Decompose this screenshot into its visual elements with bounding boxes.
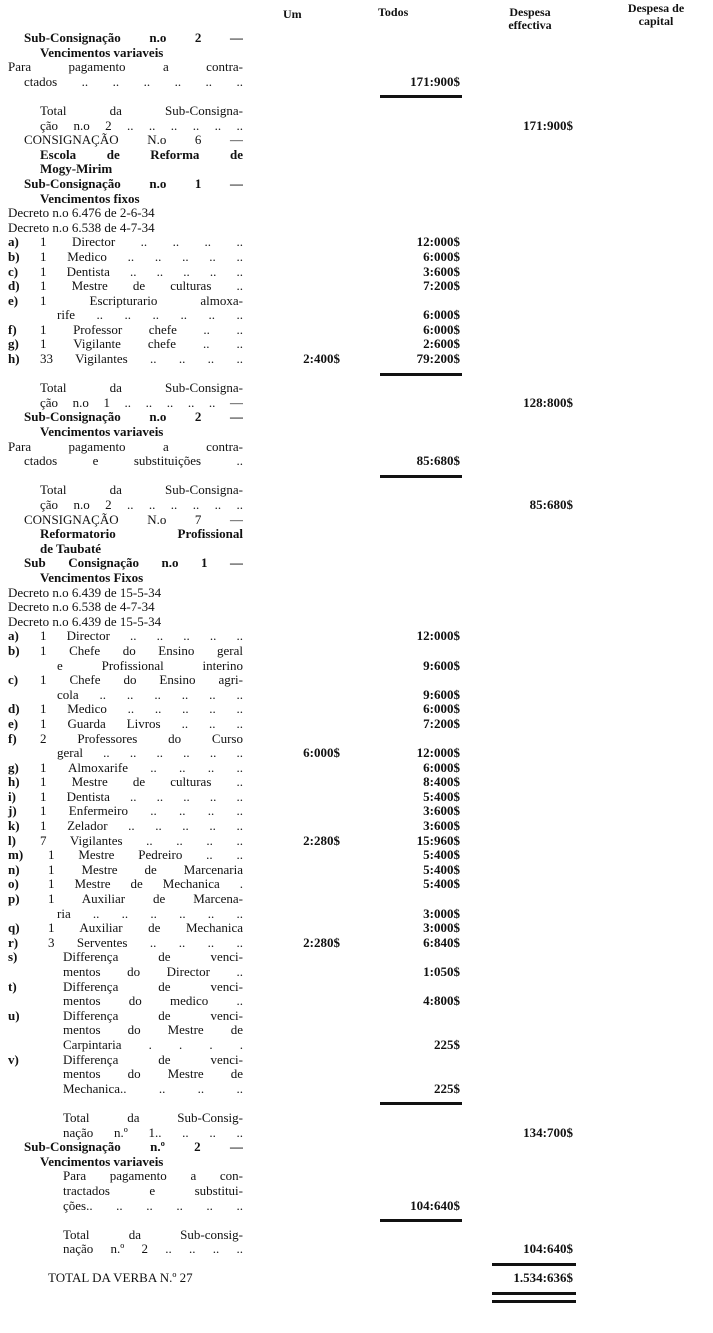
value-despesa-effectiva: 85:680$	[529, 497, 573, 512]
ledger-row	[0, 133, 713, 148]
item-text: 1 Mestre de Marcenaria	[48, 862, 243, 877]
sum-rule-line	[492, 1263, 576, 1266]
item-text: ria .. .. .. .. .. ..	[57, 906, 243, 921]
value-despesa-effectiva: 104:640$	[523, 1241, 573, 1257]
item-text: Differença de venci-	[63, 1052, 243, 1067]
value-um: 6:000$	[303, 745, 340, 761]
ledger-row	[0, 834, 713, 849]
ledger-row	[0, 1009, 713, 1024]
item-letter: h)	[8, 351, 20, 367]
item-text: Vencimentos fixos	[40, 191, 140, 206]
item-text: 1 Mestre de Mechanica .	[48, 877, 243, 892]
ledger-row	[0, 848, 713, 863]
item-text: Para pagamento a contra-	[8, 439, 243, 454]
ledger-row	[0, 877, 713, 892]
item-text: Total da Sub-Consigna-	[40, 381, 243, 396]
item-text: 1 Medico .. .. .. .. ..	[40, 249, 243, 264]
ledger-row	[0, 206, 713, 221]
ledger-row	[0, 425, 713, 440]
ledger-row	[0, 907, 713, 922]
item-text: 1 Enfermeiro .. .. .. ..	[40, 804, 243, 819]
ledger-row	[0, 644, 713, 659]
item-letter: i)	[8, 788, 16, 804]
item-letter: t)	[8, 978, 17, 994]
item-text: 2 Professores do Curso	[40, 731, 243, 746]
value-todos: 12:000$	[416, 628, 460, 644]
item-letter: b)	[8, 248, 20, 264]
value-todos: 104:640$	[410, 1197, 460, 1213]
item-text: Decreto n.o 6.476 de 2-6-34	[8, 206, 155, 221]
value-todos: 5:400$	[423, 861, 460, 877]
column-header-todos: Todos	[378, 5, 409, 19]
value-todos: 4:800$	[423, 993, 460, 1009]
value-todos: 1:050$	[423, 964, 460, 979]
item-text: Total da Sub-Consigna-	[40, 103, 243, 118]
ledger-row	[0, 921, 713, 936]
item-text: Decreto n.o 6.538 de 4-7-34	[8, 600, 155, 615]
item-text: 1 Dentista .. .. .. .. ..	[40, 789, 243, 804]
item-text: mentos do Mestre de	[63, 1023, 243, 1038]
ledger-row	[0, 994, 713, 1009]
item-letter: g)	[8, 336, 19, 352]
column-header-despesa-effectiva: Despesa effectiva	[508, 5, 552, 32]
item-text: CONSIGNAÇÃO N.o 7 —	[24, 512, 243, 527]
value-todos: 171:900$	[410, 73, 460, 89]
item-text: Total da Sub-consig-	[63, 1227, 243, 1242]
item-text: Carpintaria . . . .	[63, 1037, 243, 1052]
ledger-row	[0, 950, 713, 965]
item-letter: b)	[8, 642, 20, 658]
item-text: ção n.o 2 .. .. .. .. .. ..	[40, 498, 243, 512]
value-todos: 7:200$	[423, 715, 460, 731]
value-todos: 12:000$	[416, 234, 460, 250]
ledger-row	[0, 119, 713, 134]
item-text: Vencimentos variaveis	[40, 1154, 164, 1169]
ledger-row	[0, 148, 713, 163]
item-text: 1 Mestre de culturas ..	[40, 775, 243, 790]
ledger-row	[0, 659, 713, 674]
item-text: 7 Vigilantes .. .. .. ..	[40, 833, 243, 848]
item-text: Total da Sub-Consigna-	[40, 483, 243, 498]
ledger-row	[0, 250, 713, 265]
item-text: mentos do Mestre de	[63, 1067, 243, 1082]
ledger-row	[0, 498, 713, 513]
sum-rule-line	[380, 95, 462, 98]
ledger-row	[0, 104, 713, 119]
item-text: Vencimentos variaveis	[40, 425, 164, 440]
value-todos: 3:600$	[423, 803, 460, 819]
item-letter: p)	[8, 891, 20, 907]
total-rule-row	[0, 1213, 713, 1228]
item-letter: q)	[8, 920, 20, 936]
item-text: Escola de Reforma de	[40, 147, 243, 162]
item-text: ções.. .. .. .. .. ..	[63, 1198, 243, 1213]
item-text: 1 Mestre Pedreiro .. ..	[48, 848, 243, 863]
ledger-row	[0, 221, 713, 236]
sum-rule-line	[380, 1219, 462, 1222]
ledger-row	[0, 235, 713, 250]
ledger-row	[0, 1242, 713, 1257]
ledger-row	[0, 483, 713, 498]
value-despesa-effectiva: 128:800$	[523, 394, 573, 410]
column-header-um: Um	[283, 7, 302, 21]
item-text: de Taubaté	[40, 541, 102, 556]
item-text: cola .. .. .. .. .. ..	[57, 687, 243, 702]
ledger-row	[0, 192, 713, 207]
item-text: Sub-Consignação n.o 1 —	[24, 176, 243, 191]
sum-rule-line	[492, 1292, 576, 1295]
ledger-row	[0, 702, 713, 717]
ledger-row	[0, 688, 713, 703]
item-text: Para pagamento a contra-	[8, 60, 243, 75]
ledger-row	[0, 527, 713, 542]
item-text: 1 Dentista .. .. .. .. ..	[40, 264, 243, 279]
item-text: 33 Vigilantes .. .. .. ..	[40, 352, 243, 367]
value-despesa-effectiva: 134:700$	[523, 1124, 573, 1140]
item-letter: j)	[8, 803, 17, 819]
item-text: 1 Escripturario almoxa-	[40, 293, 243, 308]
ledger-row	[0, 1023, 713, 1038]
value-todos: 225$	[434, 1036, 460, 1052]
item-letter: u)	[8, 1007, 20, 1023]
item-text: e Profissional interino	[57, 658, 243, 673]
ledger-row	[0, 1155, 713, 1170]
ledger-row	[0, 31, 713, 46]
ledger-row	[0, 629, 713, 644]
ledger-row	[0, 1199, 713, 1214]
ledger-row	[0, 892, 713, 907]
item-letter: e)	[8, 715, 19, 731]
item-letter: c)	[8, 263, 19, 279]
total-rule-row	[0, 1096, 713, 1111]
item-text: ção n.o 1 .. .. .. .. .. —	[40, 395, 243, 410]
value-todos: 6:000$	[423, 321, 460, 337]
item-text: 1 Chefe do Ensino geral	[40, 643, 243, 658]
item-text: Sub-Consignação n.o 2 —	[24, 31, 243, 45]
total-rule-row	[0, 1286, 713, 1301]
ledger-row	[0, 1053, 713, 1068]
item-text: Decreto n.o 6.439 de 15-5-34	[8, 585, 162, 600]
item-text: mentos do medico ..	[63, 994, 243, 1009]
item-letter: c)	[8, 672, 19, 688]
ledger-row	[0, 1228, 713, 1243]
ledger-row	[0, 513, 713, 528]
item-text: 1 Professor chefe .. ..	[40, 322, 243, 337]
ledger-row	[0, 819, 713, 834]
item-text: Mechanica.. .. .. ..	[63, 1081, 243, 1096]
item-letter: r)	[8, 934, 19, 950]
value-um: 2:280$	[303, 934, 340, 950]
ledger-row	[0, 863, 713, 878]
item-text: 1 Director .. .. .. ..	[40, 235, 243, 250]
value-todos: 3:600$	[423, 818, 460, 834]
sum-rule-line	[380, 373, 462, 376]
total-rule-row	[0, 367, 713, 382]
budget-ledger	[0, 31, 713, 1301]
item-text: Sub-Consignação n.o 2 —	[24, 410, 243, 425]
ledger-row	[0, 542, 713, 557]
item-text: Decreto n.o 6.538 de 4-7-34	[8, 220, 155, 235]
item-letter: d)	[8, 701, 20, 717]
item-text: 1 Medico .. .. .. .. ..	[40, 702, 243, 717]
item-text: Reformatorio Profissional	[40, 527, 243, 542]
ledger-row	[0, 410, 713, 425]
value-todos: 9:600$	[423, 686, 460, 702]
ledger-row	[0, 46, 713, 61]
value-todos: 6:000$	[423, 701, 460, 717]
item-text: 1 Auxiliar de Mechanica	[48, 921, 243, 936]
item-letter: l)	[8, 832, 16, 848]
ledger-row	[0, 60, 713, 75]
ledger-row	[0, 308, 713, 323]
value-um: 2:400$	[303, 351, 340, 367]
item-letter: f)	[8, 730, 17, 746]
item-text: Differença de venci-	[63, 950, 243, 965]
ledger-row	[0, 746, 713, 761]
value-todos: 6:000$	[423, 759, 460, 775]
ledger-row	[0, 980, 713, 995]
item-letter: o)	[8, 876, 19, 892]
value-despesa-effectiva: 1.534:636$	[513, 1270, 573, 1286]
ledger-row	[0, 790, 713, 805]
item-letter: g)	[8, 759, 19, 775]
ledger-row	[0, 965, 713, 980]
ledger-row	[0, 1169, 713, 1184]
value-todos: 3:600$	[423, 263, 460, 279]
item-text: Mogy-Mirim	[40, 162, 113, 177]
item-letter: k)	[8, 818, 20, 834]
ledger-row	[0, 75, 713, 90]
ledger-row	[0, 352, 713, 367]
ledger-row	[0, 717, 713, 732]
ledger-row	[0, 454, 713, 469]
item-letter: a)	[8, 628, 19, 644]
value-todos: 85:680$	[416, 453, 460, 469]
ledger-row	[0, 1082, 713, 1097]
item-letter: a)	[8, 234, 19, 250]
value-todos: 3:000$	[423, 905, 460, 921]
ledger-row	[0, 586, 713, 601]
ledger-row	[0, 615, 713, 630]
item-letter: f)	[8, 321, 17, 337]
item-text: 1 Guarda Livros .. .. ..	[40, 716, 243, 731]
ledger-row	[0, 337, 713, 352]
value-todos: 6:000$	[423, 307, 460, 323]
value-todos: 12:000$	[416, 745, 460, 761]
ledger-row	[0, 323, 713, 338]
item-text: tractados e substitui-	[63, 1183, 243, 1198]
item-text: Vencimentos variaveis	[40, 45, 164, 60]
ledger-row	[0, 600, 713, 615]
value-todos: 9:600$	[423, 657, 460, 673]
value-todos: 225$	[434, 1080, 460, 1096]
item-text: Differença de venci-	[63, 979, 243, 994]
item-text: rife .. .. .. .. .. ..	[57, 308, 243, 323]
item-text: TOTAL DA VERBA N.º 27	[48, 1271, 193, 1286]
item-text: 1 Mestre de culturas ..	[40, 279, 243, 294]
item-text: 1 Vigilante chefe .. ..	[40, 337, 243, 352]
item-letter: s)	[8, 949, 18, 965]
item-text: mentos do Director ..	[63, 965, 243, 979]
item-letter: n)	[8, 861, 20, 877]
item-letter: v)	[8, 1051, 19, 1067]
column-header-despesa-capital: Despesa de capital	[627, 1, 685, 28]
ledger-row	[0, 1184, 713, 1199]
value-todos: 6:000$	[423, 248, 460, 264]
sum-rule-line	[380, 1102, 462, 1105]
value-todos: 5:400$	[423, 876, 460, 892]
item-letter: m)	[8, 847, 24, 863]
value-despesa-effectiva: 171:900$	[523, 117, 573, 133]
ledger-row	[0, 732, 713, 747]
item-letter: e)	[8, 292, 19, 308]
item-text: 1 Almoxarife .. .. .. ..	[40, 760, 243, 775]
item-text: 1 Director .. .. .. .. ..	[40, 629, 243, 644]
ledger-row	[0, 775, 713, 790]
item-text: ctados e substituições ..	[24, 454, 243, 469]
ledger-row	[0, 571, 713, 586]
item-text: ctados .. .. .. .. .. ..	[24, 74, 243, 89]
total-rule-row	[0, 1257, 713, 1272]
ledger-row	[0, 381, 713, 396]
value-todos: 3:000$	[423, 920, 460, 936]
ledger-row	[0, 1038, 713, 1053]
item-text: CONSIGNAÇÃO N.o 6 —	[24, 133, 243, 148]
item-text: Decreto n.o 6.439 de 15-5-34	[8, 614, 162, 629]
value-todos: 5:400$	[423, 788, 460, 804]
ledger-row	[0, 936, 713, 951]
item-letter: d)	[8, 278, 20, 294]
ledger-row	[0, 265, 713, 280]
value-todos: 7:200$	[423, 278, 460, 294]
item-text: Total da Sub-Consig-	[63, 1110, 243, 1125]
item-letter: h)	[8, 774, 20, 790]
ledger-row	[0, 279, 713, 294]
item-text: Vencimentos Fixos	[40, 570, 144, 585]
value-um: 2:280$	[303, 832, 340, 848]
ledger-row	[0, 162, 713, 177]
item-text: 1 Auxiliar de Marcena-	[48, 892, 243, 907]
item-text: Para pagamento a con-	[63, 1169, 243, 1184]
ledger-row	[0, 1140, 713, 1155]
item-text: ção n.o 2 .. .. .. .. .. ..	[40, 118, 243, 133]
sum-rule-line	[380, 475, 462, 478]
value-todos: 8:400$	[423, 774, 460, 790]
ledger-row	[0, 1126, 713, 1141]
ledger-row	[0, 1067, 713, 1082]
ledger-row	[0, 396, 713, 411]
item-text: geral .. .. .. .. .. ..	[57, 746, 243, 761]
value-todos: 2:600$	[423, 336, 460, 352]
total-rule-row	[0, 469, 713, 484]
ledger-row	[0, 804, 713, 819]
ledger-row	[0, 673, 713, 688]
ledger-row	[0, 556, 713, 571]
value-todos: 6:840$	[423, 934, 460, 950]
ledger-row	[0, 761, 713, 776]
item-text: 3 Serventes .. .. .. ..	[48, 935, 243, 950]
item-text: 1 Chefe do Ensino agri-	[40, 673, 243, 688]
item-text: 1 Zelador .. .. .. .. ..	[40, 819, 243, 834]
item-text: Sub Consignação n.o 1 —	[24, 556, 243, 571]
value-todos: 5:400$	[423, 847, 460, 863]
ledger-row	[0, 294, 713, 309]
ledger-row	[0, 177, 713, 192]
total-rule-row	[0, 89, 713, 104]
item-text: Sub-Consignação n.º 2 —	[24, 1140, 243, 1155]
ledger-row	[0, 440, 713, 455]
item-text: nação n.º 1.. .. .. ..	[63, 1125, 243, 1140]
ledger-row	[0, 1111, 713, 1126]
ledger-row	[0, 1271, 713, 1286]
item-text: nação n.º 2 .. .. .. ..	[63, 1242, 243, 1257]
item-text: Differença de venci-	[63, 1008, 243, 1023]
value-todos: 15:960$	[416, 832, 460, 848]
value-todos: 79:200$	[416, 351, 460, 367]
